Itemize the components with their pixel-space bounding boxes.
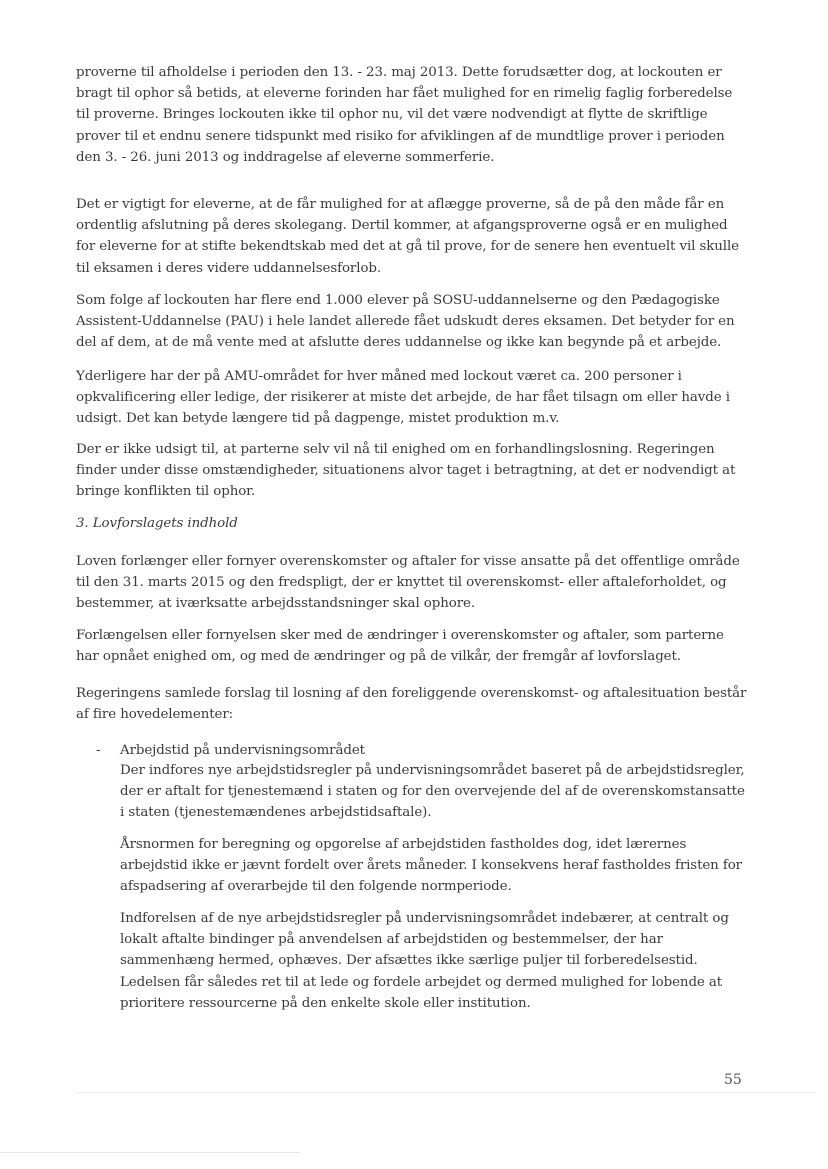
list-bullet: - <box>96 743 101 758</box>
paragraph-law-extends: Loven forlænger eller fornyer overenskomster og aftaler for visse ansatte på det offentlige område til den 31. marts 2015 og den fredspligt, der er knyttet til overenskomst- eller aftaleforholdet, og bestemmer, at iværksatte arbejdsstandsninger skal ophore. <box>76 554 740 612</box>
footer-divider <box>76 1092 816 1093</box>
paragraph-conclusion: Der er ikke udsigt til, at parterne selv vil nå til enighed om en forhandlingslosning. Regeringen finder under disse omstændigheder, situationens alvor taget i betragtning, at det er nodvendigt at bringe konflikten til ophor. <box>76 442 736 500</box>
bottom-edge-line <box>0 1152 300 1153</box>
paragraph-extension-changes: Forlængelsen eller fornyelsen sker med de ændringer i overenskomster og aftaler, som parterne har opnået enighed om, og med de ændringer og på de vilkår, der fremgår af lovforslaget. <box>76 628 724 665</box>
paragraph-importance-of-exams: Det er vigtigt for eleverne, at de får mulighed for at aflægge proverne, så de på den måde får en ordentlig afslutning på deres skolegang. Dertil kommer, at afgangsproverne også er en mulighed for eleverne for at stifte bekendtskab med det at gå til prove, for de senere hen eventuelt vil skulle til eksamen i deres videre uddannelsesforlob. <box>76 197 739 276</box>
sub-heading: Arbejdstid på undervisningsområdet <box>120 743 365 758</box>
page-number: 55 <box>724 1072 742 1088</box>
paragraph-annual-norm: Årsnormen for beregning og opgorelse af arbejdstiden fastholdes dog, idet lærernes arbejdstid ikke er jævnt fordelt over årets måneder. I konsekvens heraf fastholdes fristen for afspadsering af overarbejde til den folgende normperiode. <box>120 837 742 895</box>
paragraph-sosu-pau: Som folge af lockouten har flere end 1.000 elever på SOSU-uddannelserne og den Pædagogiske Assistent-Uddannelse (PAU) i hele landet allerede fået udskudt deres eksamen. Det betyder for en del af dem, at de må vente med at afslutte deres uddannelse og ikke kan begynde på et arbejde. <box>76 293 735 351</box>
paragraph-exam-schedule: proverne til afholdelse i perioden den 13. - 23. maj 2013. Dette forudsætter dog, at lockouten er bragt til ophor så betids, at eleverne forinden har fået mulighed for en rimelig faglig forberedelse til proverne. Bringes lockouten ikke til ophor nu, vil det være nodvendigt at flytte de skriftlige prover til et endnu senere tidspunkt med risiko for afviklingen af de mundtlige prover i perioden den 3. - 26. juni 2013 og inddragelse af eleverne sommerferie. <box>76 65 733 165</box>
paragraph-four-elements: Regeringens samlede forslag til losning af den foreliggende overenskomst- og aftalesituation består af fire hovedelementer: <box>76 686 747 723</box>
paragraph-amu: Yderligere har der på AMU-området for hver måned med lockout været ca. 200 personer i opkvalificering eller ledige, der risikerer at miste det arbejde, de har fået tilsagn om eller havde i udsigt. Det kan betyde længere tid på dagpenge, mistet produktion m.v. <box>76 369 730 427</box>
paragraph-introduction: Indforelsen af de nye arbejdstidsregler på undervisningsområdet indebærer, at centralt og lokalt aftalte bindinger på anvendelsen af arbejdstiden og bestemmelser, der har sammenhæng hermed, ophæves. Der afsættes ikke særlige puljer til forberedelsestid. Ledelsen får således ret til at lede og fordele arbejdet og dermed mulighed for lobende at prioritere ressourcerne på den enkelte skole eller institution. <box>120 911 729 1011</box>
section-heading: 3. Lovforslagets indhold <box>76 516 238 531</box>
paragraph-new-rules: Der indfores nye arbejdstidsregler på undervisningsområdet baseret på de arbejdstidsregler, der er aftalt for tjenestemænd i staten og for den overvejende del af de overenskomstansatte i staten (tjenestemændenes arbejdstidsaftale). <box>120 763 745 821</box>
